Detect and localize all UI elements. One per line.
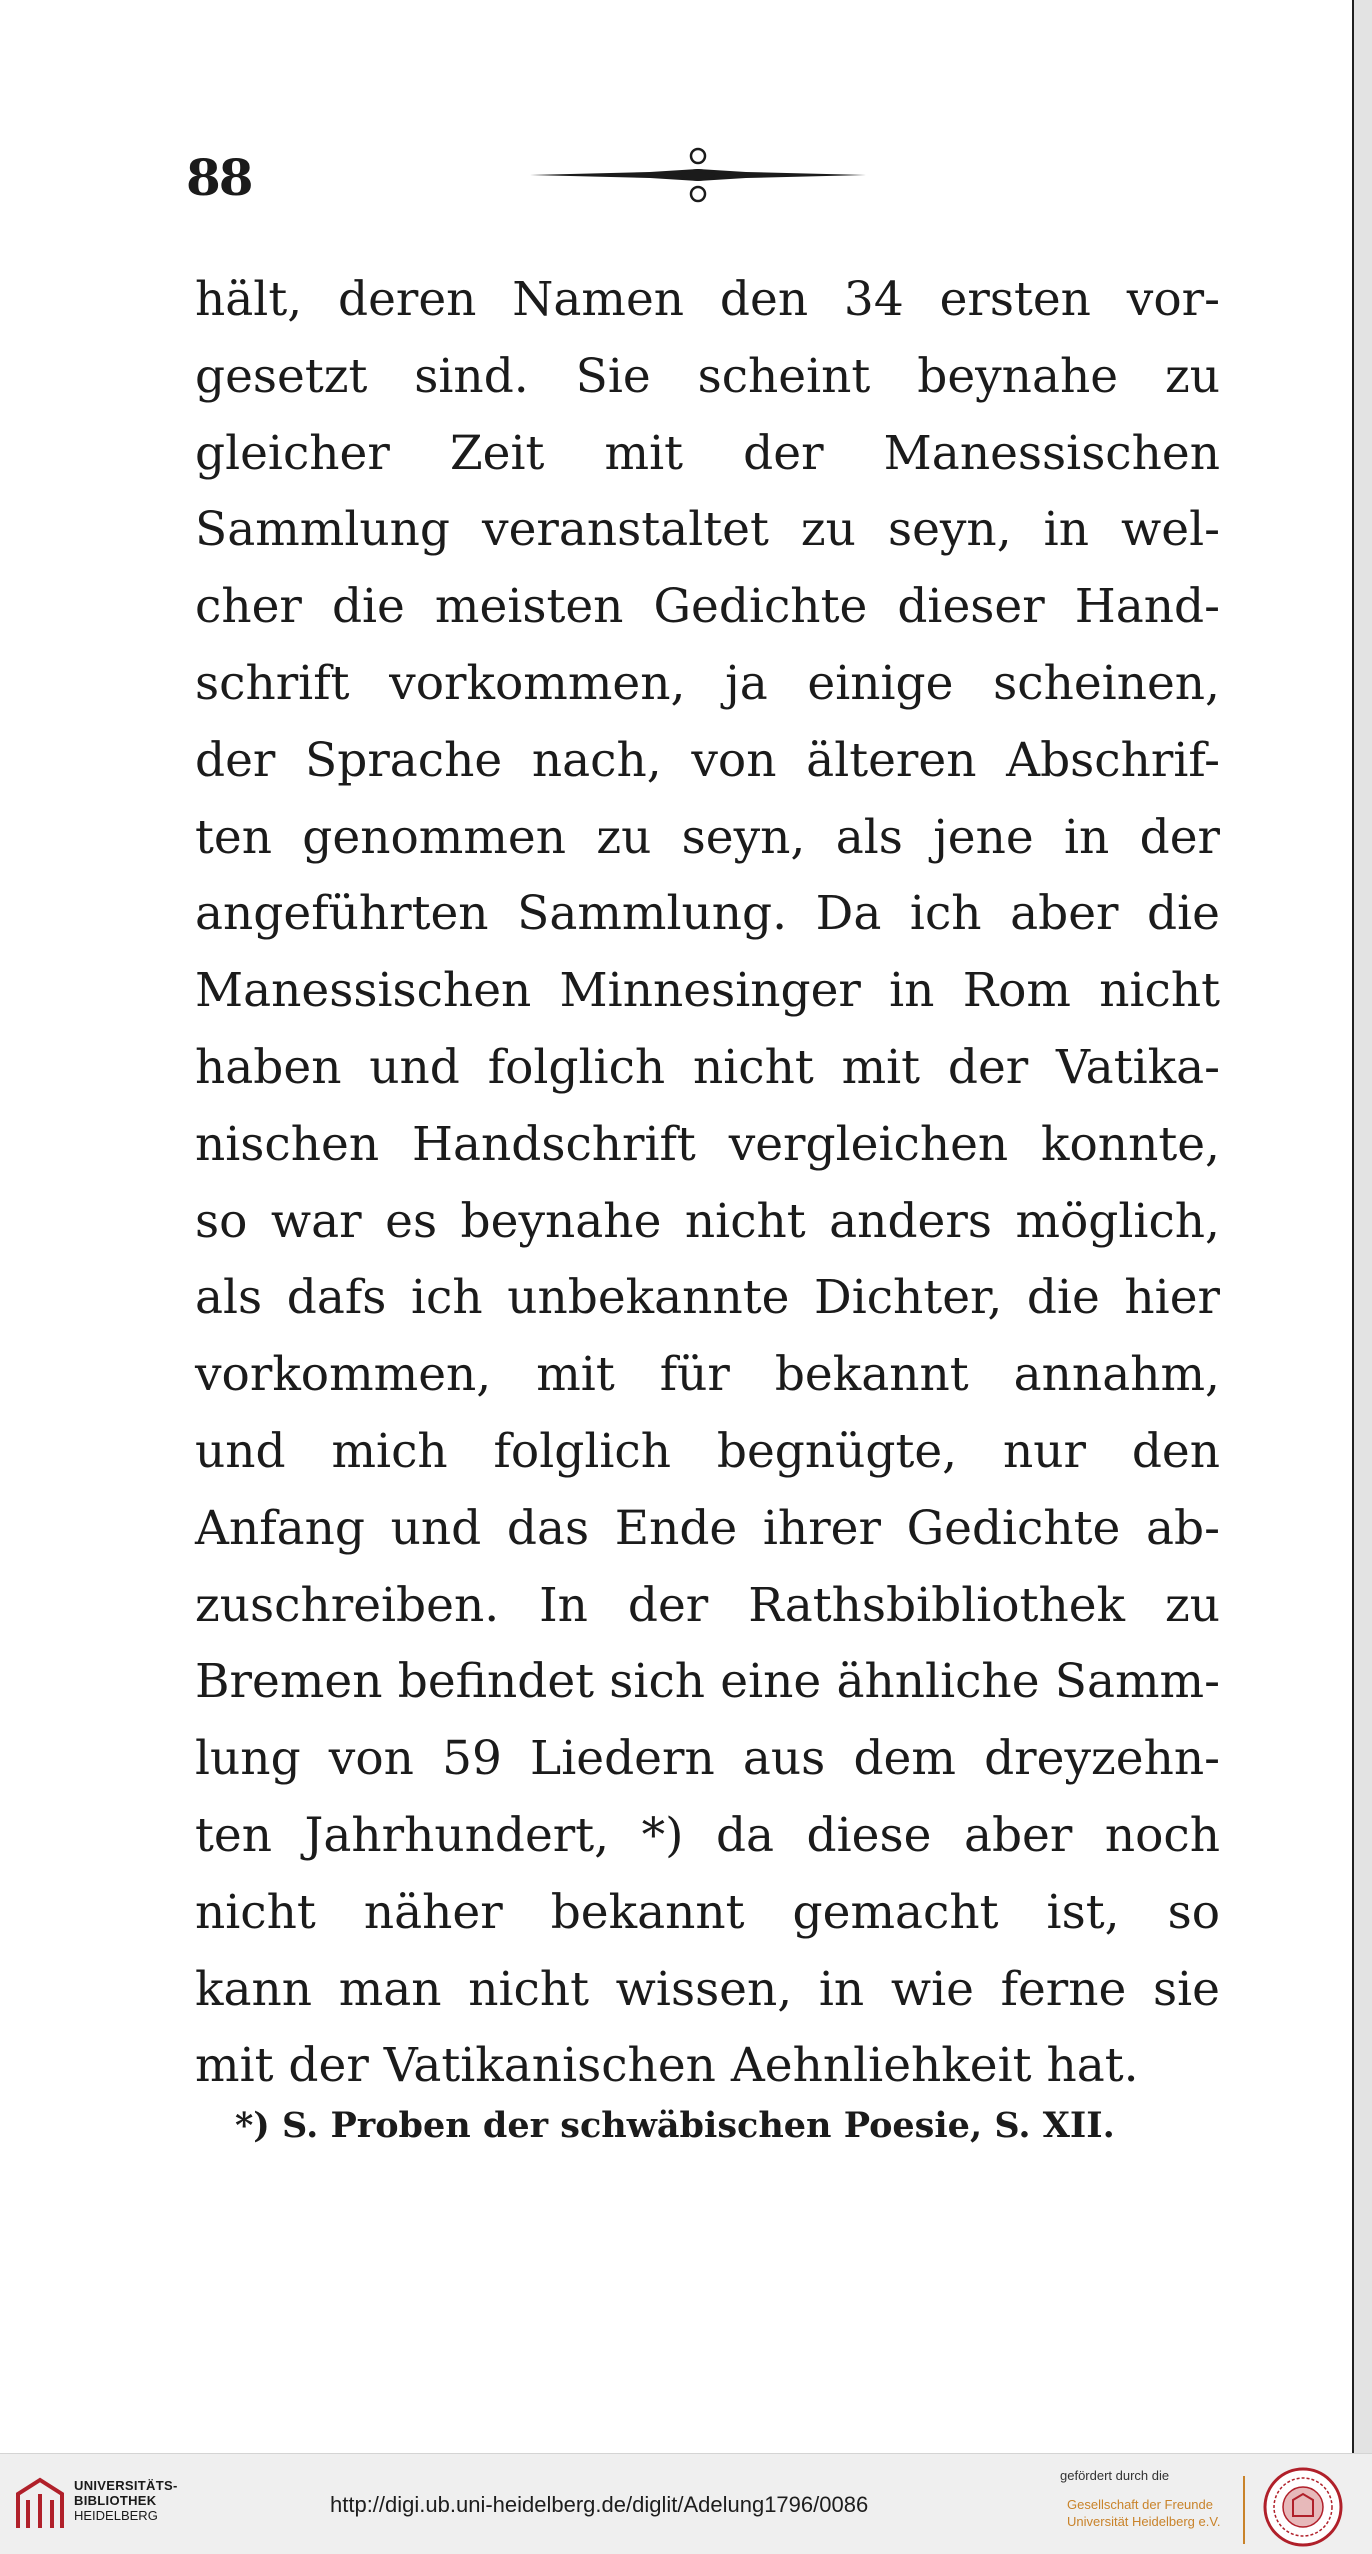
page-number: 88 xyxy=(186,148,252,207)
text-line: schrift vorkommen, ja einige scheinen, xyxy=(195,655,1220,711)
university-seal-icon[interactable] xyxy=(1262,2466,1344,2548)
sponsor-name xyxy=(1067,2496,1220,2530)
permalink-link[interactable]: http://digi.ub.uni-heidelberg.de/diglit/Adelung1796/0086 xyxy=(330,2492,869,2517)
text-line: Anfang und das Ende ihrer Gedichte ab- xyxy=(195,1500,1220,1556)
text-line: angeführten Sammlung. Da ich aber die xyxy=(195,886,1220,942)
sponsor-name-line: Gesellschaft der Freunde xyxy=(1067,2497,1213,2512)
text-line: lung von 59 Liedern aus dem dreyzehn- xyxy=(195,1731,1220,1787)
text-line: nischen Handschrift vergleichen konnte, xyxy=(195,1116,1220,1172)
text-line: mit der Vatikanischen Aehnliehkeit hat. xyxy=(195,2038,1139,2094)
text-line: zuschreiben. In der Rathsbibliothek zu xyxy=(195,1577,1220,1633)
body-text xyxy=(195,262,1220,2105)
text-line: cher die meisten Gedichte dieser Hand- xyxy=(195,579,1220,635)
text-line: nicht näher bekannt gemacht ist, so xyxy=(195,1884,1220,1940)
text-line: ten genommen zu seyn, als jene in der xyxy=(195,809,1220,865)
text-line: gleicher Zeit mit der Manessischen xyxy=(195,425,1220,481)
text-line: kann man nicht wissen, in wie ferne sie xyxy=(195,1961,1220,2017)
university-name-line: BIBLIOTHEK xyxy=(74,2493,157,2508)
sponsor-prefix: gefördert durch die xyxy=(1060,2468,1170,2483)
text-line: Manessischen Minnesinger in Rom nicht xyxy=(195,963,1220,1019)
text-line: gesetzt sind. Sie scheint beynahe zu xyxy=(195,348,1220,404)
text-line: so war es beynahe nicht anders möglich, xyxy=(195,1193,1220,1249)
text-line: und mich folglich begnügte, nur den xyxy=(195,1423,1220,1479)
university-name xyxy=(74,2478,178,2523)
sponsor-name-line: Universität Heidelberg e.V. xyxy=(1067,2514,1221,2529)
page-edge xyxy=(1352,0,1372,2453)
text-line: der Sprache nach, von älteren Abschrif- xyxy=(195,732,1220,788)
university-name-line: UNIVERSITÄTS- xyxy=(74,2478,178,2493)
university-name-line: HEIDELBERG xyxy=(74,2508,158,2523)
footer-bar xyxy=(0,2453,1372,2554)
footnote: *) S. Proben der schwäbischen Poesie, S. XII. xyxy=(235,2105,1115,2146)
ornamental-rule xyxy=(530,145,866,205)
sponsor-divider xyxy=(1243,2476,1245,2544)
text-line: haben und folglich nicht mit der Vatika- xyxy=(195,1039,1220,1095)
text-line: vorkommen, mit für bekannt annahm, xyxy=(195,1347,1220,1403)
text-line: Bremen befindet sich eine ähnliche Samm- xyxy=(195,1654,1220,1710)
text-line: Sammlung veranstaltet zu seyn, in wel- xyxy=(195,502,1220,558)
university-logo-icon[interactable] xyxy=(14,2476,66,2532)
text-line: als dafs ich unbekannte Dichter, die hier xyxy=(195,1270,1220,1326)
text-line: hält, deren Namen den 34 ersten vor- xyxy=(195,272,1220,327)
text-line: ten Jahrhundert, *) da diese aber noch xyxy=(195,1807,1220,1863)
